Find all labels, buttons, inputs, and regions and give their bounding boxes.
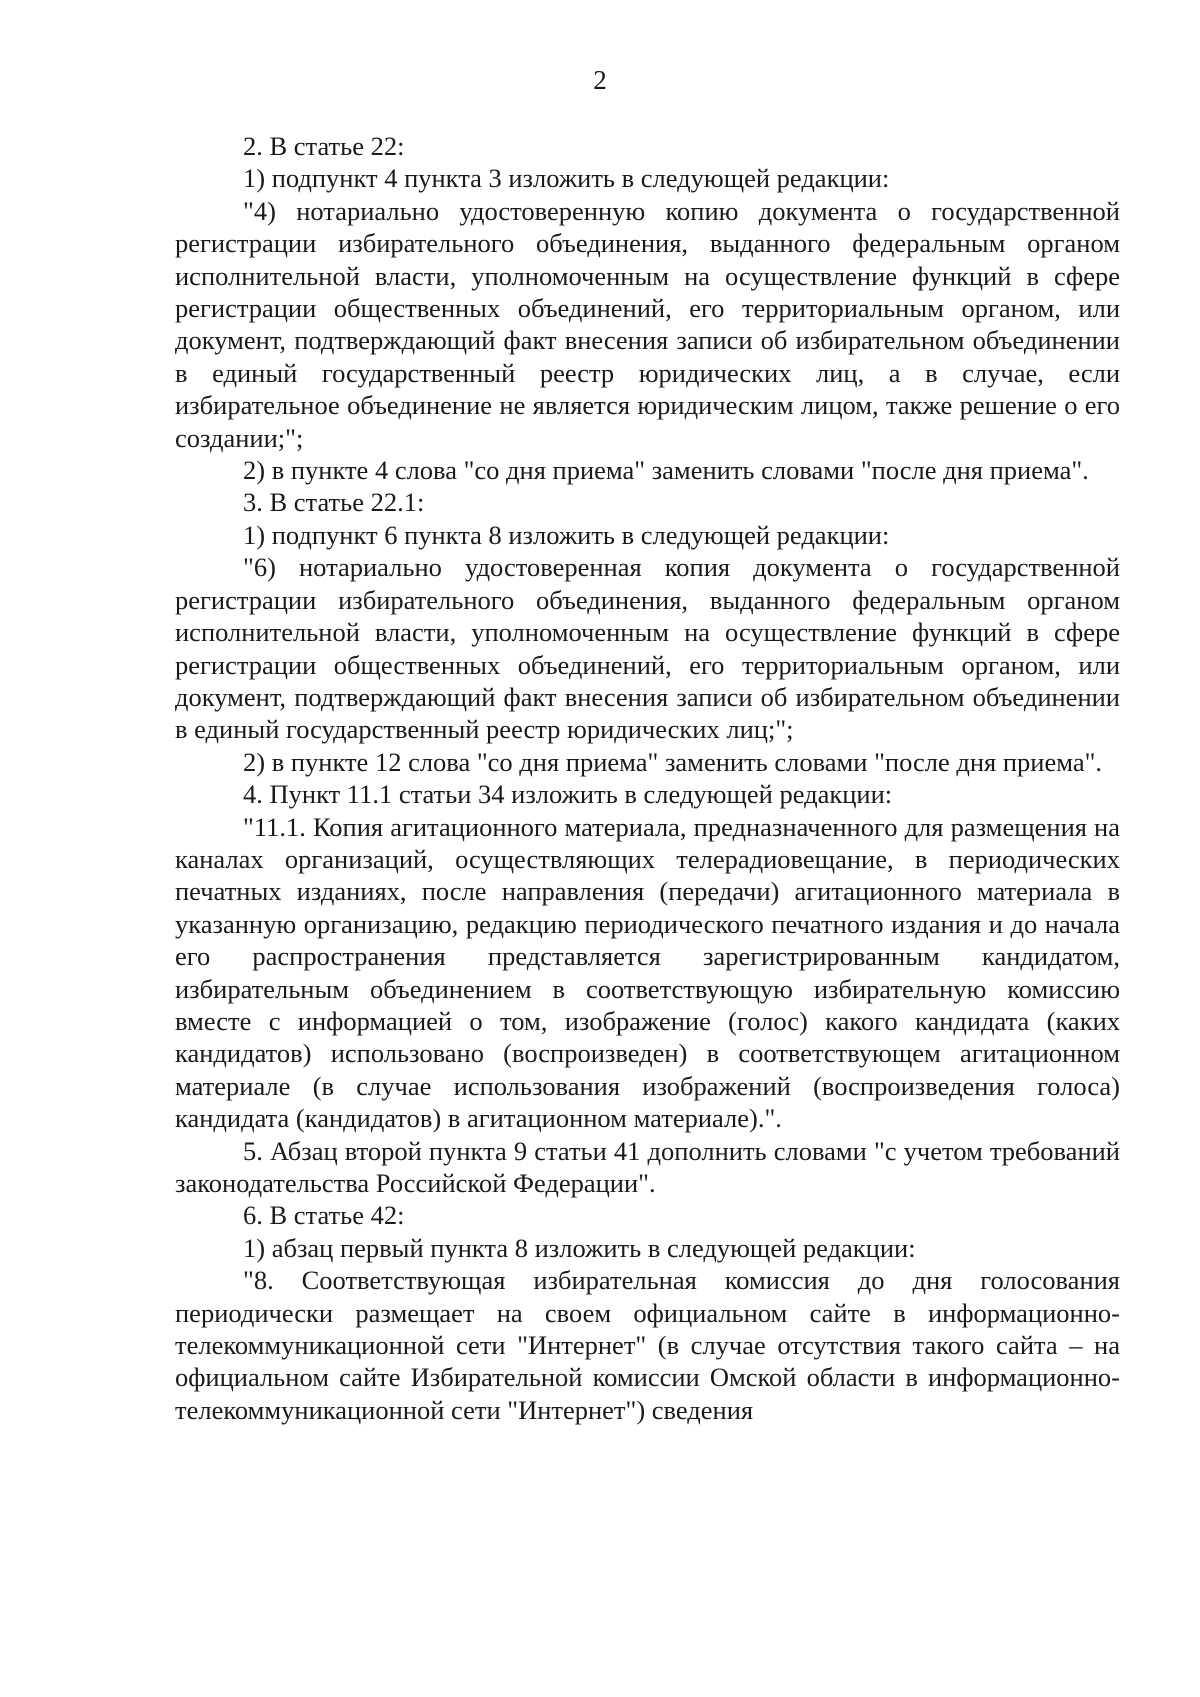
document-body bbox=[175, 130, 1120, 1426]
paragraph-quote-item-6: "6) нотариально удостоверенная копия документа о государственной регистрации избирательного объединения, выданного федеральным органом исполнительной власти, уполномоченным на осуществление функций в сфере регистрации общественных объединений, его территориальным органом, или документ, подтверждающий факт внесения записи об избирательном объединении в единый государственный реестр юридических лиц;"; bbox=[175, 552, 1120, 745]
paragraph-quote-item-8: "8. Соответствующая избирательная комиссия до дня голосования периодически размещает на своем официальном сайте в информационно-телекоммуникационной сети "Интернет" (в случае отсутствия такого сайта – на официальном сайте Избирательной комиссии Омской области в информационно-телекоммуникационной сети "Интернет") сведения bbox=[175, 1265, 1120, 1425]
paragraph-subitem-1: 1) абзац первый пункта 8 изложить в следующей редакции: bbox=[243, 1232, 916, 1263]
paragraph-article-42-heading: 6. В статье 42: bbox=[243, 1200, 405, 1231]
paragraph-subitem-1: 1) подпункт 4 пункта 3 изложить в следующей редакции: bbox=[243, 163, 890, 194]
page-number: 2 bbox=[593, 65, 607, 95]
paragraph-article-34-heading: 4. Пункт 11.1 статьи 34 изложить в следующей редакции: bbox=[243, 779, 893, 810]
paragraph-subitem-2: 2) в пункте 12 слова "со дня приема" заменить словами "после дня приема". bbox=[243, 746, 1103, 777]
paragraph-subitem-2: 2) в пункте 4 слова "со дня приема" заменить словами "после дня приема". bbox=[243, 455, 1089, 486]
paragraph-quote-item-4: "4) нотариально удостоверенную копию документа о государственной регистрации избирательного объединения, выданного федеральным органом исполнительной власти, уполномоченным на осуществление функций в сфере регистрации общественных объединений, его территориальным органом, или документ, подтверждающий факт внесения записи об избирательном объединении в единый государственный реестр юридических лиц, а в случае, если избирательное объединение не является юридическим лицом, также решение о его создании;"; bbox=[175, 195, 1120, 453]
paragraph-subitem-1: 1) подпункт 6 пункта 8 изложить в следующей редакции: bbox=[243, 519, 890, 550]
paragraph-article-22-1-heading: 3. В статье 22.1: bbox=[243, 487, 425, 518]
paragraph-article-22-heading: 2. В статье 22: bbox=[243, 131, 405, 161]
paragraph-article-41: 5. Абзац второй пункта 9 статьи 41 дополнить словами "с учетом требований законодательства Российской Федерации". bbox=[175, 1135, 1120, 1198]
paragraph-quote-item-11-1: "11.1. Копия агитационного материала, предназначенного для размещения на каналах организаций, осуществляющих телерадиовещание, в периодических печатных изданиях, после направления (передачи) агитационного материала в указанную организацию, редакцию периодического печатного издания и до начала его распространения представляется зарегистрированным кандидатом, избирательным объединением в соответствующую избирательную комиссию вместе с информацией о том, изображение (голос) какого кандидата (каких кандидатов) использовано (воспроизведен) в соответствующем агитационном материале (в случае использования изображений (воспроизведения голоса) кандидата (кандидатов) в агитационном материале).". bbox=[175, 811, 1120, 1134]
